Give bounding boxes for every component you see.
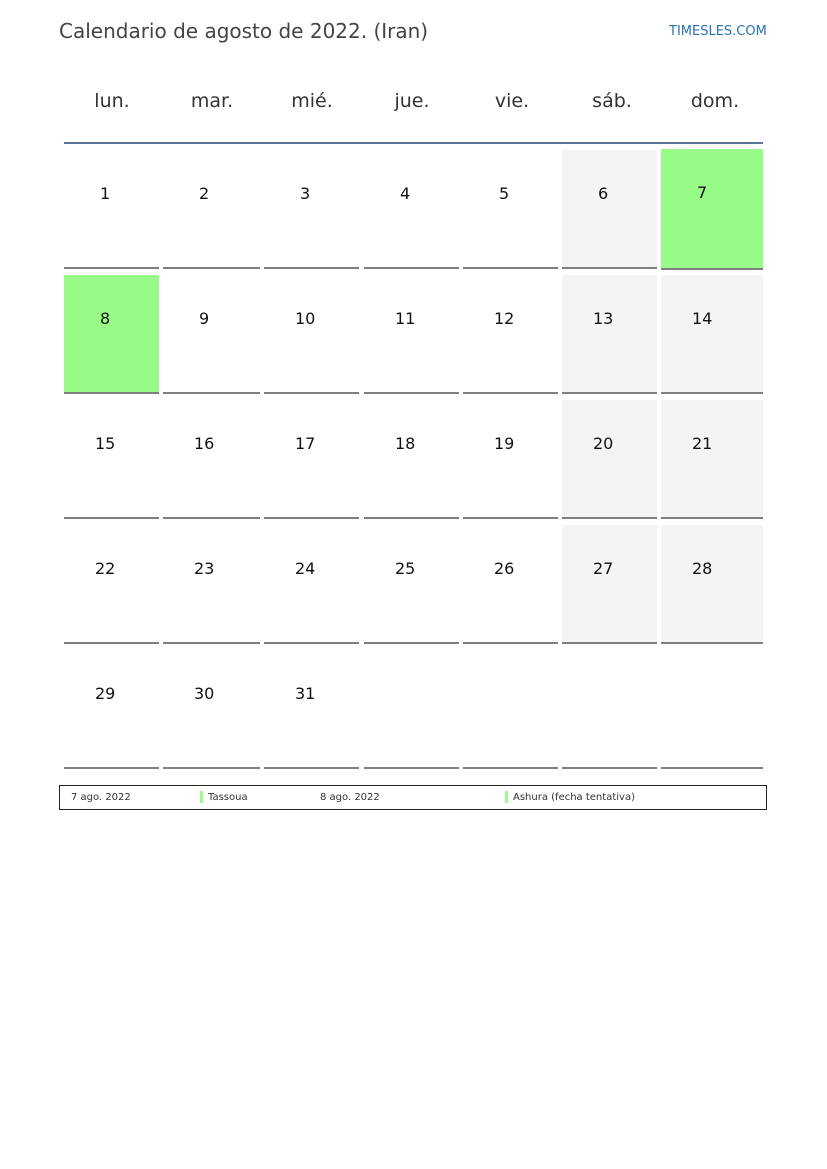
day-number: 20 — [593, 434, 614, 453]
day-number: 31 — [295, 684, 316, 703]
weekday-mon: lun. — [94, 90, 130, 112]
day-number: 15 — [95, 434, 116, 453]
day-number: 30 — [194, 684, 215, 703]
day-cell — [364, 525, 459, 644]
day-cell — [562, 525, 657, 644]
day-cell — [463, 400, 558, 519]
day-cell — [364, 275, 459, 394]
day-cell — [562, 400, 657, 519]
day-cell — [661, 400, 763, 519]
day-number: 18 — [395, 434, 416, 453]
day-cell — [64, 525, 159, 644]
day-number: 5 — [499, 184, 510, 203]
day-number: 24 — [295, 559, 316, 578]
day-cell — [264, 525, 359, 644]
holiday-legend — [59, 785, 767, 810]
day-number: 3 — [300, 184, 311, 203]
legend-swatch — [200, 791, 203, 803]
empty-day-cell — [364, 650, 459, 769]
day-cell — [163, 275, 260, 394]
day-cell — [64, 400, 159, 519]
day-number: 16 — [194, 434, 215, 453]
day-cell — [264, 400, 359, 519]
day-number: 27 — [593, 559, 614, 578]
day-number: 1 — [100, 184, 111, 203]
day-number: 13 — [593, 309, 614, 328]
day-number: 28 — [692, 559, 713, 578]
day-cell — [163, 150, 260, 269]
day-cell — [64, 150, 159, 269]
day-cell — [163, 525, 260, 644]
day-number: 22 — [95, 559, 116, 578]
empty-day-cell — [562, 650, 657, 769]
day-cell — [463, 150, 558, 269]
legend-date: 8 ago. 2022 — [320, 792, 380, 803]
weekday-tue: mar. — [190, 90, 234, 112]
day-cell — [562, 275, 657, 394]
weekday-fri: vie. — [494, 90, 530, 112]
day-cell — [163, 650, 260, 769]
day-cell — [562, 150, 657, 269]
day-number: 25 — [395, 559, 416, 578]
day-number: 8 — [100, 309, 111, 328]
day-cell — [364, 150, 459, 269]
day-number: 9 — [199, 309, 210, 328]
legend-holiday-name: Ashura (fecha tentativa) — [513, 792, 635, 803]
day-cell — [264, 150, 359, 269]
day-cell — [264, 275, 359, 394]
day-cell — [661, 149, 763, 270]
day-number: 14 — [692, 309, 713, 328]
day-cell — [264, 650, 359, 769]
day-number: 4 — [400, 184, 411, 203]
day-cell — [64, 650, 159, 769]
legend-date: 7 ago. 2022 — [71, 792, 131, 803]
empty-day-cell — [661, 650, 763, 769]
day-number: 11 — [395, 309, 416, 328]
calendar-title: Calendario de agosto de 2022. (Iran) — [59, 19, 429, 43]
day-number: 17 — [295, 434, 316, 453]
day-number: 7 — [697, 183, 708, 202]
day-number: 21 — [692, 434, 713, 453]
day-cell — [463, 275, 558, 394]
day-number: 19 — [494, 434, 515, 453]
day-cell — [661, 275, 763, 394]
weekday-sat: sáb. — [592, 90, 632, 112]
day-number: 26 — [494, 559, 515, 578]
day-cell — [64, 275, 159, 394]
empty-day-cell — [463, 650, 558, 769]
day-number: 23 — [194, 559, 215, 578]
day-cell — [163, 400, 260, 519]
day-number: 2 — [199, 184, 210, 203]
day-cell — [661, 525, 763, 644]
brand-link[interactable]: TIMESLES.COM — [669, 24, 767, 39]
day-number: 10 — [295, 309, 316, 328]
legend-swatch — [505, 791, 508, 803]
weekday-thu: jue. — [394, 90, 430, 112]
day-number: 12 — [494, 309, 515, 328]
day-cell — [364, 400, 459, 519]
weekday-sun: dom. — [690, 90, 740, 112]
day-cell — [463, 525, 558, 644]
legend-holiday-name: Tassoua — [208, 792, 248, 803]
weekday-wed: mié. — [291, 90, 333, 112]
day-number: 6 — [598, 184, 609, 203]
day-number: 29 — [95, 684, 116, 703]
